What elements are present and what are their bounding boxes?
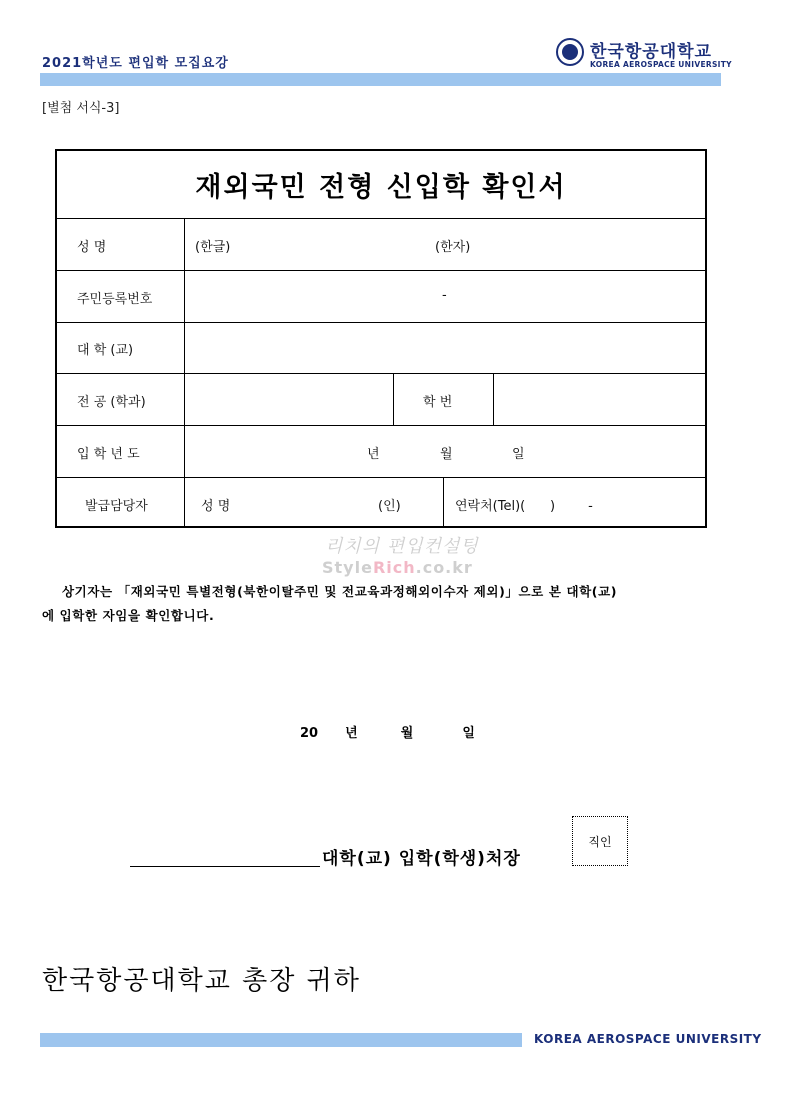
row-divider <box>57 425 705 426</box>
statement-line-2: 에 입학한 자임을 확인합니다. <box>42 608 215 623</box>
entrance-year-label: 입 학 년 도 <box>77 447 140 462</box>
document-header-title: 2021학년도 편입학 모집요강 <box>42 56 229 71</box>
watermark-url <box>322 558 473 577</box>
issuer-contact-field[interactable]: 연락처(Tel)( ) - <box>455 499 593 514</box>
entrance-month-unit[interactable]: 월 <box>440 447 453 462</box>
student-id-label: 학 번 <box>423 395 453 410</box>
header-accent-bar <box>40 73 721 86</box>
footer-university-name: KOREA AEROSPACE UNIVERSITY <box>534 1032 762 1046</box>
resident-number-label: 주민등록번호 <box>77 292 153 307</box>
university-field[interactable] <box>195 331 695 365</box>
confirmation-statement <box>42 580 722 628</box>
addressee: 한국항공대학교 총장 귀하 <box>42 966 361 996</box>
university-label: 대 학 (교) <box>77 343 134 358</box>
row-divider <box>57 322 705 323</box>
confirmation-form-table <box>55 149 707 528</box>
issuer-name-label[interactable]: 성 명 <box>201 499 231 514</box>
attachment-label: [별첨 서식-3] <box>42 101 120 116</box>
seal-label: 직인 <box>588 834 612 849</box>
signature-line[interactable] <box>130 866 320 867</box>
major-field[interactable] <box>195 383 385 417</box>
label-column-divider <box>184 218 185 477</box>
row-divider <box>57 218 705 219</box>
row-divider <box>57 270 705 271</box>
watermark-text: 리치의 편입컨설팅 <box>325 536 479 557</box>
entrance-day-unit[interactable]: 일 <box>512 447 525 462</box>
date-year-unit: 년 <box>345 726 358 741</box>
signing-office: 대학(교) 입학(학생)처장 <box>322 849 521 869</box>
date-month-unit: 월 <box>400 726 414 741</box>
cell-divider <box>393 373 394 425</box>
university-emblem-icon <box>556 38 584 66</box>
issuer-label: 발급담당자 <box>85 499 148 514</box>
watermark-url-part: Style <box>322 558 373 577</box>
cell-divider <box>493 373 494 425</box>
watermark-url-part: Rich <box>372 558 416 577</box>
footer-accent-bar <box>40 1033 522 1047</box>
university-logo <box>556 38 732 74</box>
form-title: 재외국민 전형 신입학 확인서 <box>195 172 567 203</box>
row-divider <box>57 477 705 478</box>
resident-number-field[interactable]: - <box>442 288 447 303</box>
name-label: 성 명 <box>77 240 107 255</box>
official-seal-box <box>572 816 628 866</box>
cell-divider <box>443 477 444 528</box>
date-day-unit: 일 <box>462 726 475 741</box>
name-korean-field[interactable]: (한글) <box>195 240 231 255</box>
watermark-url-part: .co.kr <box>415 558 473 577</box>
date-prefix: 20 <box>300 726 319 741</box>
student-id-field[interactable] <box>503 383 698 417</box>
name-hanja-field[interactable]: (한자) <box>435 240 471 255</box>
row-divider <box>57 373 705 374</box>
entrance-year-unit[interactable]: 년 <box>367 447 380 462</box>
logo-korean-name: 한국항공대학교 <box>590 42 712 62</box>
issuer-seal-label[interactable]: (인) <box>378 499 401 514</box>
statement-line-1: 상기자는 「재외국민 특별전형(북한이탈주민 및 전교육과정해외이수자 제외)」으로 본 대학(교) <box>62 584 618 599</box>
major-label: 전 공 (학과) <box>77 395 146 410</box>
cell-divider <box>184 477 185 528</box>
issue-date <box>300 722 475 741</box>
logo-english-name: KOREA AEROSPACE UNIVERSITY <box>590 60 732 69</box>
